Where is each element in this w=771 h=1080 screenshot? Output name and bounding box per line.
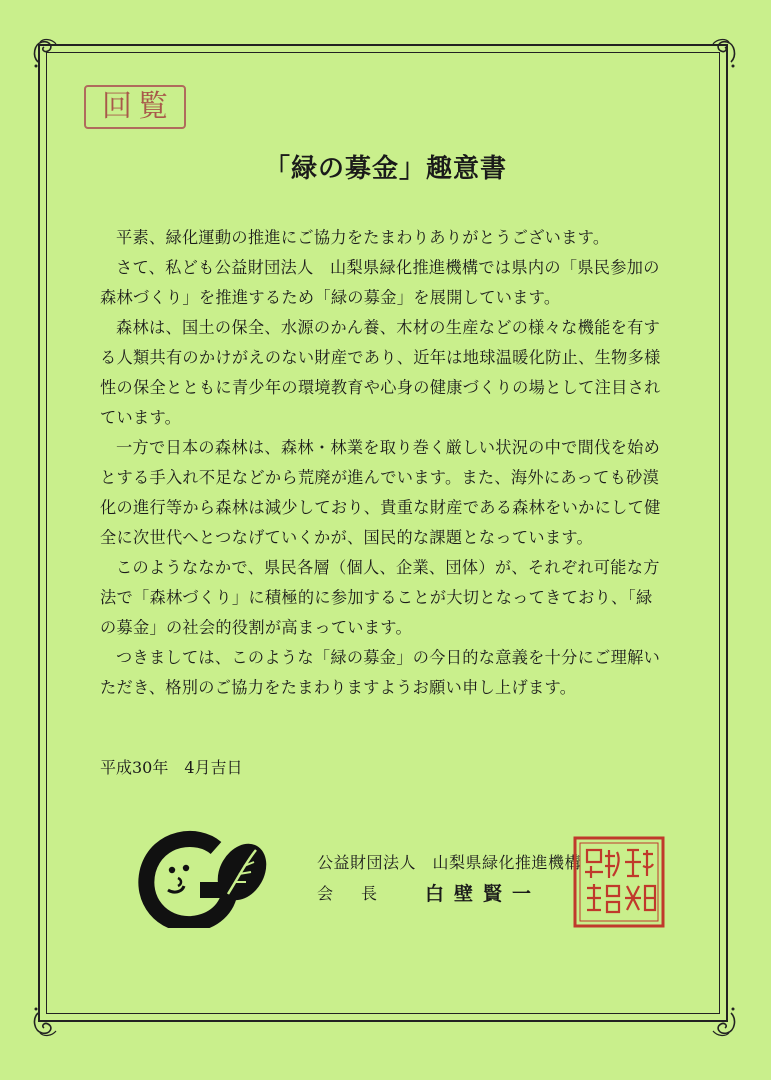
- frame-corner-ornament-icon: [30, 1005, 64, 1039]
- organization-name: 公益財団法人 山梨県緑化推進機構: [317, 853, 582, 872]
- green-fund-logo-icon: [138, 830, 270, 928]
- document-date: 平成30年 4月吉日: [100, 758, 243, 777]
- frame-corner-ornament-icon: [705, 1005, 739, 1039]
- paragraph: 平素、緑化運動の推進にご協力をたまわりありがとうございます。: [116, 228, 610, 247]
- official-seal-icon: [573, 836, 665, 928]
- paragraph: つきましては、このような「緑の募金」の今日的な意義を十分にご理解いただき、格別のご協力をたまわりますようお願い申し上げます。: [100, 648, 661, 697]
- paragraph: このようななかで、県民各層（個人、企業、団体）が、それぞれ可能な方法で「森林づくり」に積極的に参加することが大切となってきており、「緑の募金」の社会的役割が高まっています。: [100, 558, 660, 637]
- frame-corner-ornament-icon: [705, 36, 739, 70]
- document-title: 「緑の募金」趣意書: [263, 154, 507, 184]
- circulation-stamp: 回覧: [84, 85, 186, 129]
- frame-corner-ornament-icon: [30, 36, 64, 70]
- paragraph: 一方で日本の森林は、森林・林業を取り巻く厳しい状況の中で間伐を始めとする手入れ不足などから荒廃が進んでいます。また、海外にあっても砂漠化の進行等から森林は減少しており、貴重な財産である森林をいかにして健全に次世代へとつなげていくかが、国民的な課題となっています。: [100, 438, 661, 547]
- paragraph: さて、私ども公益財団法人 山梨県緑化推進機構では県内の「県民参加の森林づくり」を推進するため「緑の募金」を展開しています。: [100, 258, 660, 307]
- signatory-name: 白壁賢一: [425, 883, 542, 905]
- document-body: [100, 223, 666, 703]
- paragraph: 森林は、国土の保全、水源のかん養、木材の生産などの様々な機能を有する人類共有のかけがえのない財産であり、近年は地球温暖化防止、生物多様性の保全とともに青少年の環境教育や心身の健康づくりの場として注目されています。: [100, 318, 661, 427]
- signatory-title: 会長: [317, 884, 406, 903]
